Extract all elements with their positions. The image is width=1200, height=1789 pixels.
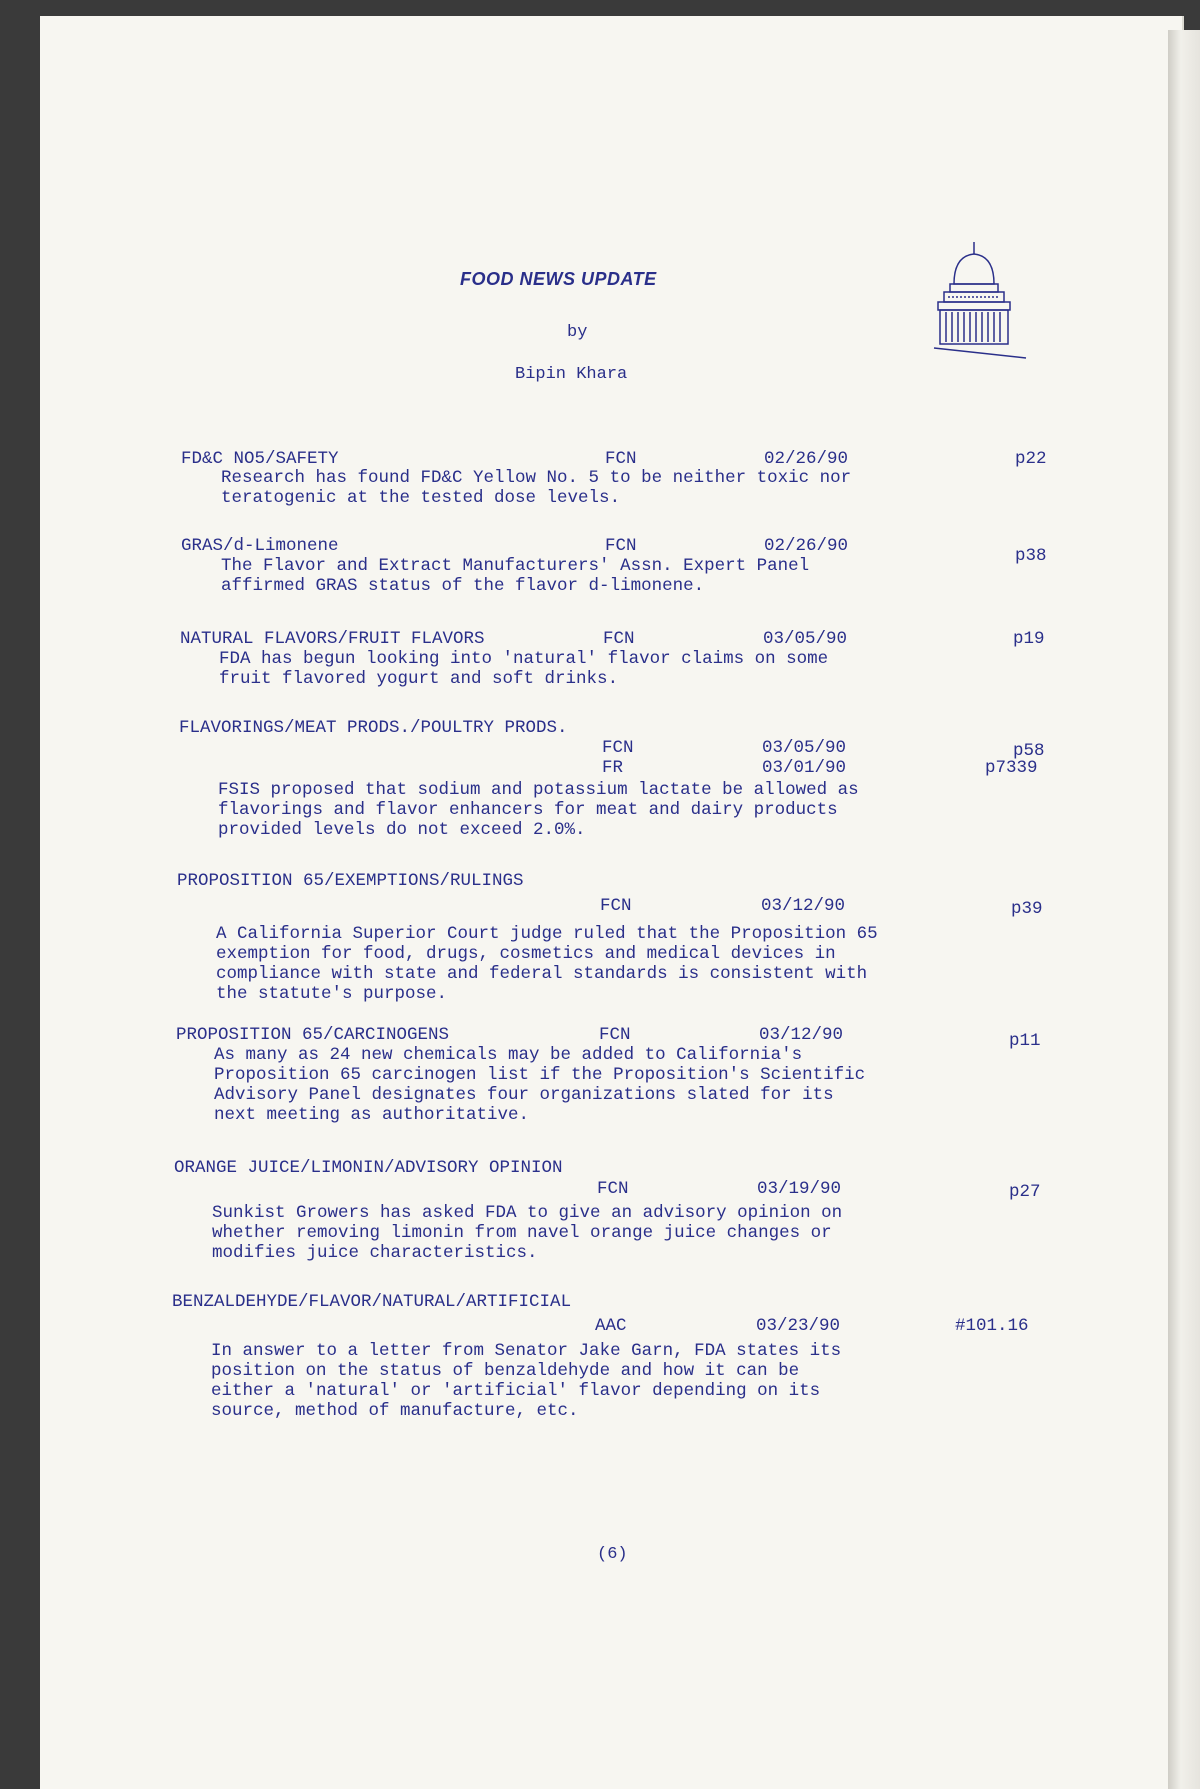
- entry-page: p38: [1015, 546, 1047, 566]
- entry-date: 03/12/90: [761, 896, 846, 916]
- entry-date: 03/19/90: [757, 1179, 842, 1199]
- entry-topic: ORANGE JUICE/LIMONIN/ADVISORY OPINION: [174, 1158, 563, 1178]
- news-entry: [0, 871, 1200, 1004]
- entry-source: FCN: [600, 896, 632, 916]
- entry-topic: FLAVORINGS/MEAT PRODS./POULTRY PRODS.: [179, 718, 568, 738]
- entry-text: In answer to a letter from Senator Jake Garn, FDA states its position on the status of benzaldehyde and how it can be either a 'natural' or 'artificial' flavor depending on its source, method of manufacture, etc.: [211, 1341, 842, 1421]
- entry-text: A California Superior Court judge ruled that the Proposition 65 exemption for food, drugs, cosmetics and medical devices in compliance with state and federal standards is consistent with the statute's purpose.: [216, 924, 878, 1004]
- entry-date: 02/26/90: [764, 449, 849, 469]
- entry-source: FCN: [605, 449, 637, 469]
- entry-topic: BENZALDEHYDE/FLAVOR/NATURAL/ARTIFICIAL: [172, 1292, 572, 1312]
- entry-date: 03/01/90: [762, 758, 847, 778]
- entry-text: As many as 24 new chemicals may be added to California's Proposition 65 carcinogen list if the Proposition's Scientific Advisory Panel designates four organizations slated for its next meeting as authoritative.: [214, 1045, 866, 1125]
- news-entry: [0, 536, 1200, 596]
- entry-date: 03/12/90: [759, 1025, 844, 1045]
- entry-source: FCN: [599, 1025, 631, 1045]
- entry-topic: PROPOSITION 65/EXEMPTIONS/RULINGS: [177, 871, 524, 891]
- entry-source: FCN: [603, 629, 635, 649]
- news-entry: [0, 629, 1200, 689]
- news-entry: [0, 1158, 1200, 1263]
- document-title: FOOD NEWS UPDATE: [460, 269, 657, 289]
- author-name: Bipin Khara: [515, 365, 628, 384]
- entry-text: Sunkist Growers has asked FDA to give an advisory opinion on whether removing limonin from navel orange juice changes or modifies juice characteristics.: [212, 1203, 843, 1263]
- news-entry: [0, 1292, 1200, 1421]
- capitol-dome-icon: [930, 240, 1030, 365]
- entry-topic: FD&C NO5/SAFETY: [181, 449, 339, 469]
- news-entry: [0, 718, 1200, 838]
- byline-by: by: [567, 323, 588, 342]
- entry-page: p11: [1009, 1031, 1041, 1051]
- entry-source: FCN: [597, 1179, 629, 1199]
- page-number: (6): [597, 1545, 628, 1564]
- entry-date: 03/05/90: [762, 738, 847, 758]
- entry-page: p58: [1013, 741, 1045, 761]
- entry-date: 02/26/90: [764, 536, 849, 556]
- entry-topic: GRAS/d-Limonene: [181, 536, 339, 556]
- entry-date: 03/05/90: [763, 629, 848, 649]
- news-entry: [0, 449, 1200, 509]
- news-entry: [0, 1025, 1200, 1125]
- entry-page: p27: [1009, 1182, 1041, 1202]
- entry-page: p39: [1011, 899, 1043, 919]
- entry-source: FCN: [605, 536, 637, 556]
- entry-page: p7339: [985, 758, 1038, 778]
- entry-text: FDA has begun looking into 'natural' flavor claims on some fruit flavored yogurt and soft drinks.: [219, 649, 829, 689]
- entry-page: p22: [1015, 449, 1047, 469]
- entry-topic: PROPOSITION 65/CARCINOGENS: [176, 1025, 450, 1045]
- entry-source: AAC: [595, 1316, 627, 1336]
- entry-text: The Flavor and Extract Manufacturers' Assn. Expert Panel affirmed GRAS status of the flavor d-limonene.: [221, 556, 810, 596]
- entry-page: #101.16: [955, 1316, 1029, 1336]
- entry-page: p19: [1013, 629, 1045, 649]
- entry-text: FSIS proposed that sodium and potassium lactate be allowed as flavorings and flavor enhancers for meat and dairy products provided levels do not exceed 2.0%.: [218, 780, 859, 840]
- entry-text: Research has found FD&C Yellow No. 5 to be neither toxic nor teratogenic at the tested dose levels.: [221, 468, 852, 508]
- entry-date: 03/23/90: [756, 1316, 841, 1336]
- entry-source: FCN: [602, 738, 634, 758]
- entry-source: FR: [602, 758, 624, 778]
- entry-topic: NATURAL FLAVORS/FRUIT FLAVORS: [180, 629, 485, 649]
